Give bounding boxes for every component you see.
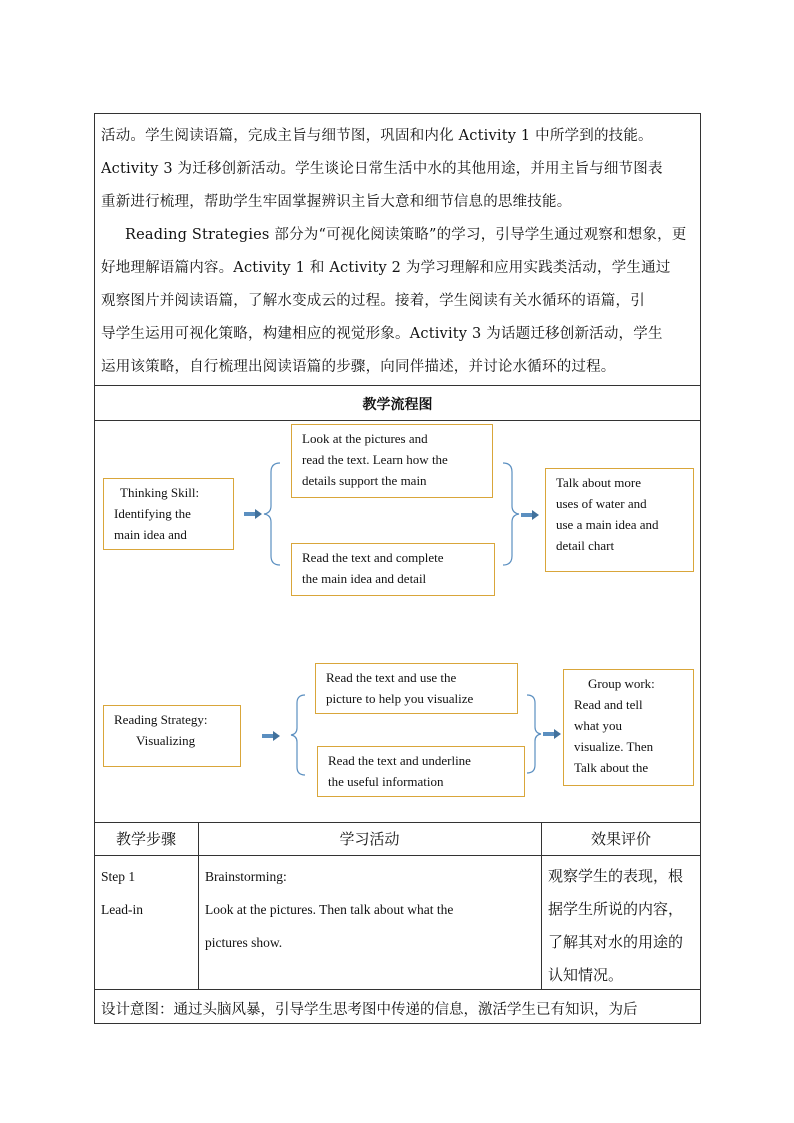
evaluation-cell: 观察学生的表现，根 据学生所说的内容， 了解其对水的用途的 认知情况。: [548, 867, 684, 984]
divider-row1: [94, 855, 701, 856]
activity-visualize-box: Read the text and use the picture to help you visualize: [315, 663, 518, 714]
activity-cell: Brainstorming: Look at the pictures. Then talk about what the pictures show.: [205, 869, 454, 950]
flow-chart-title: 教学流程图: [362, 397, 433, 413]
intro-line: Activity 3 为迁移创新活动。学生谈论日常生活中水的其他用途，并用主旨与细节图表: [101, 161, 663, 177]
divider-flow-body: [94, 420, 701, 421]
intro-line: 观察图片并阅读语篇，了解水变成云的过程。接着，学生阅读有关水循环的语篇，引: [101, 293, 645, 309]
thinking-skill-box: Thinking Skill: Identifying the main idea and: [103, 478, 234, 550]
left-brace-icon: [289, 694, 307, 776]
intro-line: 导学生运用可视化策略，构建相应的视觉形象。Activity 3 为话题迁移创新活动，学生: [101, 326, 663, 342]
header-learning-activity: 学习活动: [339, 830, 400, 848]
arrow-right-icon: [262, 732, 280, 740]
divider-flow-title: [94, 385, 701, 386]
intro-line: 运用该策略，自行梳理出阅读语篇的步骤，向同伴描述，并讨论水循环的过程。: [101, 359, 616, 375]
header-evaluation: 效果评价: [590, 830, 651, 848]
intro-line: 活动。学生阅读语篇，完成主旨与细节图，巩固和内化 Activity 1 中所学到的技能。: [101, 128, 653, 144]
group-work-box: Group work: Read and tell what you visualize. Then Talk about the: [563, 669, 694, 786]
design-intent-text: 设计意图：通过头脑风暴，引导学生思考图中传递的信息，激活学生已有知识，为后: [101, 1002, 638, 1018]
right-brace-icon: [525, 694, 543, 774]
reading-strategy-box: Reading Strategy: Visualizing: [103, 705, 241, 767]
right-brace-icon: [501, 462, 521, 566]
left-brace-icon: [262, 462, 282, 566]
talk-about-water-box: Talk about more uses of water and use a main idea and detail chart: [545, 468, 694, 572]
intro-line: 好地理解语篇内容。Activity 1 和 Activity 2 为学习理解和应用实践类活动，学生通过: [101, 260, 671, 276]
arrow-right-icon: [244, 510, 262, 518]
arrow-right-icon: [543, 730, 561, 738]
intro-line: 重新进行梳理，帮助学生牢固掌握辨识主旨大意和细节信息的思维技能。: [101, 194, 572, 210]
intro-line: Reading Strategies 部分为“可视化阅读策略”的学习，引导学生通过观察和想象，更: [125, 227, 687, 243]
activity-underline-box: Read the text and underline the useful information: [317, 746, 525, 797]
activity-complete-chart-box: Read the text and complete the main idea and detail: [291, 543, 495, 596]
arrow-right-icon: [521, 511, 539, 519]
intro-paragraph: [101, 120, 695, 384]
activity-look-pictures-box: Look at the pictures and read the text. Learn how the details support the main: [291, 424, 493, 498]
step-cell: Step 1 Lead-in: [101, 869, 143, 917]
header-teaching-step: 教学步骤: [115, 830, 176, 848]
